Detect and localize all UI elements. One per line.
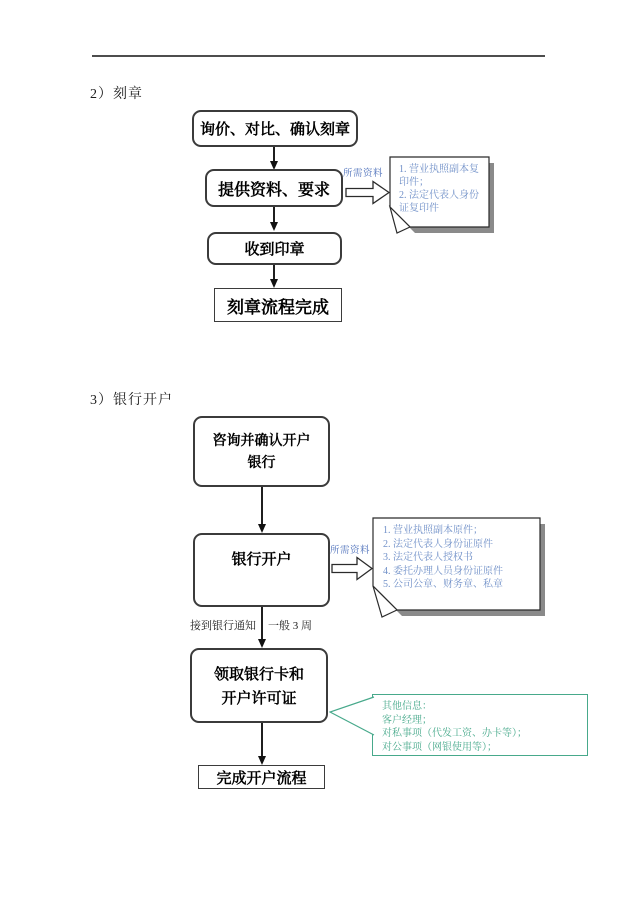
- arrowhead-icon: [258, 639, 266, 648]
- callout-line: 客户经理；: [382, 714, 432, 726]
- flow-step-seal-done: 刻章流程完成: [214, 288, 342, 322]
- timing-label-notice: 接到银行通知: [190, 620, 256, 632]
- section2-heading: 2）刻章: [90, 87, 143, 102]
- callout-line: 对私事项（代发工资、办卡等）；: [382, 728, 527, 739]
- step-line: 领取银行卡和: [213, 665, 304, 683]
- section3-heading: 3）银行开户: [90, 393, 173, 408]
- callout-pointer-icon: [329, 695, 375, 737]
- note-line: 1. 营业执照副本原件；: [383, 525, 483, 536]
- flow-step-account-done: 完成开户流程: [198, 765, 325, 789]
- timing-label-duration: 一般 3 周: [268, 620, 312, 632]
- flow-step-receive-seal: 收到印章: [207, 232, 342, 265]
- connector-arrow: [257, 607, 267, 648]
- connector-arrow: [269, 265, 279, 288]
- note-required-materials-s2: [390, 157, 490, 228]
- note-line: 4. 委托办理人员身份证原件: [383, 565, 503, 577]
- arrowhead-icon: [258, 524, 266, 533]
- materials-label-s2: 所需资料: [343, 169, 384, 179]
- connector-arrow: [269, 147, 279, 170]
- arrowhead-icon: [270, 279, 278, 288]
- flow-step-provide-materials: 提供资料、要求: [205, 169, 343, 207]
- step-line: 开户许可证: [221, 689, 297, 707]
- connector-arrow: [257, 487, 267, 533]
- callout-other-info: [372, 694, 588, 756]
- flow-step-open-account: 银行开户: [193, 533, 330, 607]
- connector-arrow: [269, 207, 279, 231]
- block-arrow-right-icon: [345, 180, 391, 205]
- note-text-s2: [399, 163, 485, 215]
- flow-step-consult-bank: [193, 416, 330, 487]
- note-line: 3. 法定代表人授权书: [383, 552, 473, 563]
- step-line: 银行: [247, 455, 276, 471]
- note-text-s3: [383, 524, 535, 592]
- note-line: 5. 公司公章、财务章、私章: [383, 579, 503, 590]
- note-line: 1. 营业执照副本复印件；: [399, 164, 479, 188]
- step-line: 咨询并确认开户: [212, 433, 311, 449]
- flow-step-collect-card: [190, 648, 328, 723]
- note-line: 2. 法定代表人身份证原件: [383, 538, 493, 550]
- materials-label-s3: 所需资料: [330, 546, 371, 556]
- top-divider: [92, 55, 545, 57]
- arrowhead-icon: [270, 222, 278, 231]
- flow-step-inquiry: 询价、对比、确认刻章: [192, 110, 358, 147]
- arrowhead-icon: [258, 756, 266, 765]
- block-arrow-right-icon: [331, 556, 374, 581]
- callout-line: 对公事项（网银使用等）；: [382, 741, 497, 753]
- note-required-materials-s3: [373, 518, 540, 610]
- callout-line: 其他信息：: [382, 701, 432, 712]
- connector-arrow: [257, 723, 267, 765]
- note-line: 2. 法定代表人身份证复印件: [399, 190, 479, 214]
